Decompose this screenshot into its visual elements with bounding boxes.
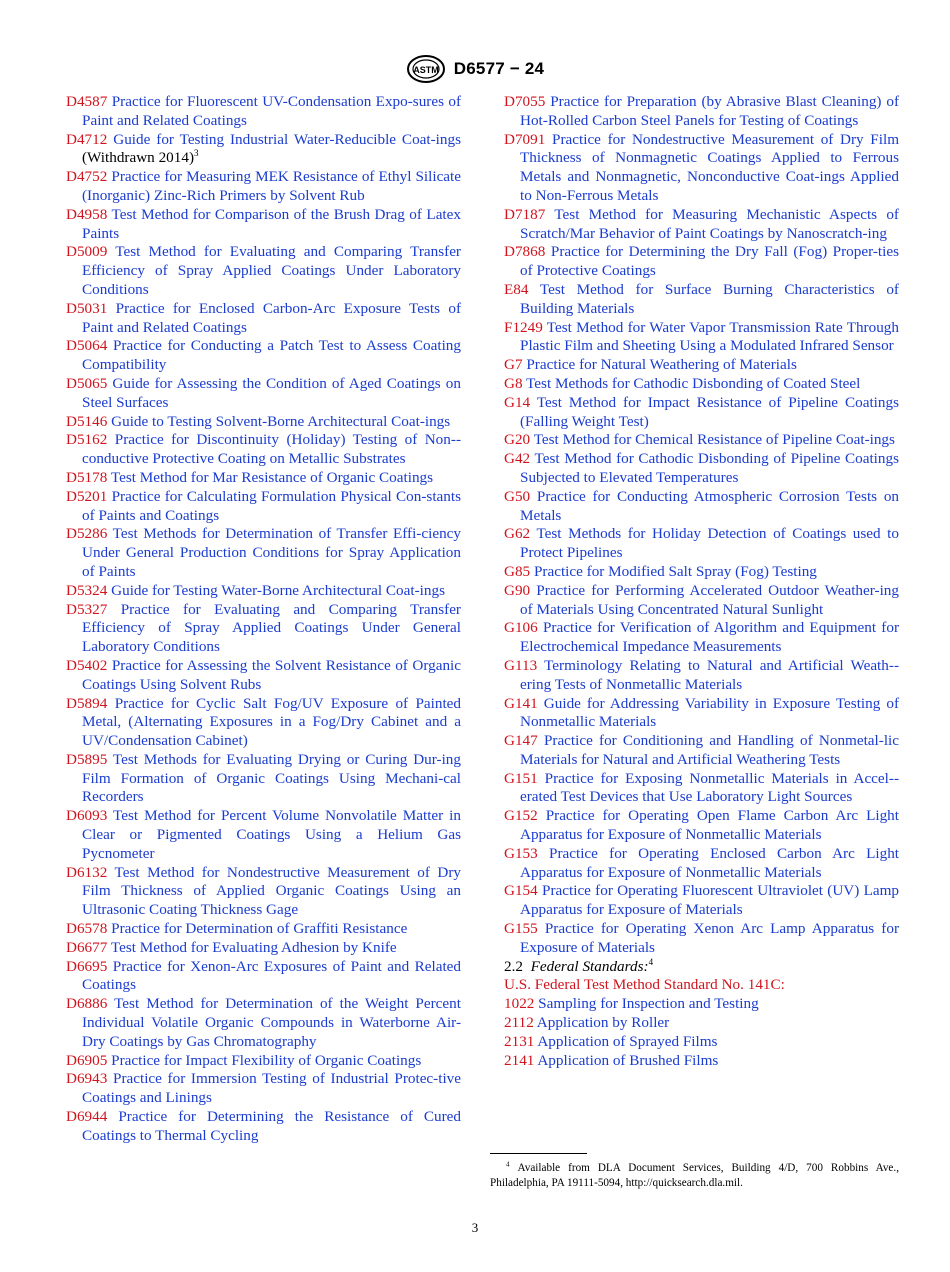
reference-entry bbox=[504, 1014, 899, 1033]
reference-code[interactable]: F1249 bbox=[504, 318, 543, 336]
footnote-ref: 3 bbox=[194, 148, 199, 159]
reference-entry bbox=[504, 243, 899, 281]
reference-code[interactable]: D5895 bbox=[66, 750, 108, 768]
reference-entry bbox=[66, 995, 461, 1051]
reference-entry bbox=[504, 131, 899, 206]
reference-entry bbox=[504, 1052, 899, 1071]
reference-code[interactable]: D5324 bbox=[66, 581, 108, 599]
reference-entry bbox=[504, 695, 899, 733]
reference-entry bbox=[66, 375, 461, 413]
reference-title[interactable]: Practice for Conducting Atmospheric Corrosion Tests on Metals bbox=[520, 487, 900, 524]
reference-title[interactable]: Practice for Calculating Formulation Physical Con-stants of Paints and Coatings bbox=[82, 487, 461, 524]
reference-title[interactable]: Practice for Exposing Nonmetallic Materials in Accel-erated Test Devices that Use Laboratory Light Sources bbox=[520, 769, 900, 806]
reference-entry bbox=[66, 131, 461, 169]
reference-entry bbox=[504, 619, 899, 657]
reference-code[interactable]: G62 bbox=[504, 525, 531, 543]
reference-entry bbox=[504, 582, 899, 620]
reference-entry bbox=[66, 751, 461, 807]
reference-title[interactable]: Application of Brushed Films bbox=[537, 1051, 719, 1069]
reference-code[interactable]: D5178 bbox=[66, 468, 108, 486]
reference-title[interactable]: Guide to Testing Solvent-Borne Architectural Coat-ings bbox=[111, 412, 451, 430]
reference-title[interactable]: Practice for Determining the Resistance of Cured Coatings to Thermal Cycling bbox=[82, 1108, 461, 1144]
reference-title[interactable]: Sampling for Inspection and Testing bbox=[538, 995, 759, 1013]
reference-title[interactable]: Test Method for Impact Resistance of Pipeline Coatings (Falling Weight Test) bbox=[520, 393, 899, 430]
reference-title[interactable]: Practice for Verification of Algorithm and Equipment for Electrochemical Impedance Measurements bbox=[520, 619, 900, 656]
reference-entry bbox=[504, 431, 899, 450]
reference-code[interactable]: G153 bbox=[504, 844, 538, 862]
reference-title[interactable]: Test Method for Cathodic Disbonding of Pipeline Coatings Subjected to Elevated Temperatures bbox=[520, 450, 899, 486]
reference-code[interactable]: D5065 bbox=[66, 374, 108, 392]
reference-title[interactable]: Practice for Xenon-Arc Exposures of Paint and Related Coatings bbox=[82, 957, 462, 994]
reference-entry bbox=[504, 1033, 899, 1052]
reference-title[interactable]: Test Method for Surface Burning Characteristics of Building Materials bbox=[520, 280, 899, 317]
right-column bbox=[504, 93, 899, 1070]
reference-code[interactable]: G151 bbox=[504, 769, 538, 787]
reference-title[interactable]: Practice for Operating Xenon Arc Lamp Apparatus for Exposure of Materials bbox=[520, 920, 900, 956]
reference-entry bbox=[504, 807, 899, 845]
reference-entry bbox=[504, 93, 899, 131]
reference-code[interactable]: D5286 bbox=[66, 525, 108, 543]
reference-title[interactable]: Practice for Preparation (by Abrasive Blast Cleaning) of Hot-Rolled Carbon Steel Panels for Testing of Coatings bbox=[520, 93, 900, 129]
reference-code[interactable]: D7868 bbox=[504, 243, 546, 261]
reference-title[interactable]: Test Method for Percent Volume Nonvolatile Matter in Clear or Pigmented Coatings Using a Helium Gas Pycnometer bbox=[82, 807, 461, 862]
reference-code[interactable]: G14 bbox=[504, 393, 531, 411]
reference-code[interactable]: D4712 bbox=[66, 130, 108, 148]
reference-code[interactable]: 2112 bbox=[504, 1014, 534, 1032]
reference-entry bbox=[66, 525, 461, 581]
reference-code[interactable]: D6886 bbox=[66, 995, 108, 1013]
reference-code[interactable]: G147 bbox=[504, 732, 538, 750]
federal-standard-heading[interactable]: U.S. Federal Test Method Standard No. 141C: bbox=[504, 976, 785, 994]
reference-entry bbox=[66, 431, 461, 469]
reference-entry bbox=[504, 394, 899, 432]
reference-entry bbox=[66, 300, 461, 338]
reference-title[interactable]: Test Method for Water Vapor Transmission Rate Through Plastic Film and Sheeting Using a Modulated Infrared Sensor bbox=[520, 318, 899, 355]
reference-title[interactable]: Practice for Performing Accelerated Outdoor Weather-ing of Materials Using Concentrated Natural Sunlight bbox=[520, 581, 899, 618]
reference-code[interactable]: D5064 bbox=[66, 337, 108, 355]
reference-title[interactable]: Test Method for Determination of the Weight Percent Individual Volatile Organic Compounds in Waterborne Air-Dry Coatings by Gas Chromatography bbox=[82, 995, 461, 1050]
reference-code[interactable]: G152 bbox=[504, 807, 538, 825]
reference-entry bbox=[504, 563, 899, 582]
reference-title[interactable]: Practice for Operating Enclosed Carbon Arc Light Apparatus for Exposure of Nonmetallic Materials bbox=[520, 844, 900, 881]
reference-title[interactable]: Test Method for Evaluating and Comparing Transfer Efficiency of Spray Applied Coatings Under Laboratory Conditions bbox=[82, 243, 461, 298]
reference-title[interactable]: Practice for Immersion Testing of Industrial Protec-tive Coatings and Linings bbox=[82, 1070, 462, 1107]
reference-code[interactable]: 2131 bbox=[504, 1032, 535, 1050]
reference-code[interactable]: D6093 bbox=[66, 807, 108, 825]
svg-text:ASTM: ASTM bbox=[413, 65, 439, 75]
reference-title[interactable]: Test Methods for Determination of Transfer Effi-ciency Under General Production Conditions for Spray Application of Paints bbox=[82, 525, 461, 580]
reference-code[interactable]: D7055 bbox=[504, 93, 546, 110]
reference-code[interactable]: G141 bbox=[504, 694, 538, 712]
reference-title[interactable]: Practice for Conditioning and Handling of Nonmetal-lic Materials for Natural and Artificial Weathering Tests bbox=[520, 732, 900, 768]
reference-code[interactable]: G155 bbox=[504, 920, 538, 938]
reference-title[interactable]: Test Method for Mar Resistance of Organic Coatings bbox=[110, 468, 434, 486]
reference-entry bbox=[504, 882, 899, 920]
reference-entry bbox=[66, 864, 461, 920]
reference-title[interactable]: Test Methods for Holiday Detection of Coatings used to Protect Pipelines bbox=[520, 525, 899, 562]
reference-title[interactable]: Terminology Relating to Natural and Artificial Weath-ering Tests of Nonmetallic Materials bbox=[520, 656, 899, 693]
reference-title[interactable]: Practice for Enclosed Carbon-Arc Exposure Tests of Paint and Related Coatings bbox=[82, 299, 462, 336]
reference-entry bbox=[66, 469, 461, 488]
reference-title[interactable]: Test Method for Evaluating Adhesion by Knife bbox=[110, 938, 397, 956]
reference-code[interactable]: D4752 bbox=[66, 168, 108, 186]
reference-entry bbox=[504, 770, 899, 808]
reference-entry bbox=[504, 525, 899, 563]
section-number: 2.2 bbox=[504, 957, 523, 975]
reference-title[interactable]: Test Method for Chemical Resistance of Pipeline Coat-ings bbox=[533, 431, 895, 449]
reference-code[interactable]: E84 bbox=[504, 280, 529, 298]
reference-entry bbox=[66, 958, 461, 996]
reference-title[interactable]: Practice for Modified Salt Spray (Fog) Testing bbox=[533, 562, 817, 580]
reference-title[interactable]: Test Method for Measuring Mechanistic Aspects of Scratch/Mar Behavior of Paint Coatings by Nanoscratch-ing bbox=[520, 205, 899, 242]
reference-code[interactable]: D6943 bbox=[66, 1070, 108, 1088]
reference-code[interactable]: D5201 bbox=[66, 487, 108, 505]
reference-entry bbox=[66, 337, 461, 375]
footnote-ref: 4 bbox=[648, 956, 654, 967]
reference-entry bbox=[504, 488, 899, 526]
reference-entry bbox=[504, 995, 899, 1014]
reference-code[interactable]: D5327 bbox=[66, 600, 108, 618]
reference-entry bbox=[66, 695, 461, 751]
reference-entry bbox=[66, 413, 461, 432]
reference-code[interactable]: D5162 bbox=[66, 431, 108, 449]
reference-title[interactable]: Application of Sprayed Films bbox=[537, 1032, 718, 1050]
reference-title[interactable]: Practice for Operating Open Flame Carbon Arc Light Apparatus for Exposure of Nonmetallic Materials bbox=[520, 807, 899, 844]
reference-entry bbox=[66, 939, 461, 958]
reference-code[interactable]: D5146 bbox=[66, 412, 108, 430]
reference-title[interactable]: Practice for Evaluating and Comparing Transfer Efficiency of Spray Applied Coatings Under General Laboratory Conditions bbox=[82, 600, 461, 656]
reference-entry bbox=[66, 1108, 461, 1146]
reference-title[interactable]: Test Method for Nondestructive Measurement of Dry Film Thickness of Applied Organic Coatings Using an Ultrasonic Coating Thickness Gage bbox=[82, 863, 461, 919]
reference-title[interactable]: Practice for Discontinuity (Holiday) Testing of Non-conductive Protective Coating on Metallic Substrates bbox=[82, 431, 461, 468]
section-title: Federal Standards: bbox=[530, 957, 649, 975]
reference-entry bbox=[504, 281, 899, 319]
footnote-marker: 4 bbox=[506, 1160, 510, 1169]
reference-entry bbox=[66, 920, 461, 939]
reference-code[interactable]: G20 bbox=[504, 431, 531, 449]
reference-title[interactable]: Practice for Impact Flexibility of Organic Coatings bbox=[111, 1051, 422, 1069]
reference-entry bbox=[66, 488, 461, 526]
reference-code[interactable]: D6132 bbox=[66, 863, 108, 881]
reference-title[interactable]: Guide for Addressing Variability in Exposure Testing of Nonmetallic Materials bbox=[520, 694, 900, 731]
reference-title[interactable]: Practice for Determination of Graffiti Resistance bbox=[111, 920, 408, 938]
reference-code[interactable]: D4958 bbox=[66, 205, 108, 223]
page-number: 3 bbox=[471, 1220, 479, 1235]
reference-code[interactable]: G8 bbox=[504, 374, 523, 392]
reference-code[interactable]: G113 bbox=[504, 656, 538, 674]
reference-entry bbox=[66, 1070, 461, 1108]
reference-title[interactable]: Practice for Assessing the Solvent Resistance of Organic Coatings Using Solvent Rubs bbox=[82, 656, 461, 693]
reference-entry bbox=[504, 206, 899, 244]
astm-logo-icon bbox=[406, 55, 446, 83]
reference-title[interactable]: Practice for Fluorescent UV-Condensation Expo-sures of Paint and Related Coatings bbox=[82, 93, 462, 129]
reference-title[interactable]: Practice for Measuring MEK Resistance of Ethyl Silicate (Inorganic) Zinc-Rich Primers by Solvent Rub bbox=[82, 168, 462, 204]
reference-title[interactable]: Guide for Assessing the Condition of Aged Coatings on Steel Surfaces bbox=[82, 374, 461, 411]
reference-entry bbox=[66, 206, 461, 244]
reference-title[interactable]: Test Method for Comparison of the Brush Drag of Latex Paints bbox=[82, 205, 461, 242]
reference-title[interactable]: Practice for Cyclic Salt Fog/UV Exposure of Painted Metal, (Alternating Exposures in a Fog/Dry Cabinet and a UV/Condensation Cabinet) bbox=[82, 694, 461, 750]
section-heading bbox=[504, 958, 899, 977]
left-column bbox=[66, 93, 461, 1146]
reference-title[interactable]: Practice for Determining the Dry Fall (Fog) Proper-ties of Protective Coatings bbox=[520, 243, 900, 280]
reference-entry bbox=[504, 356, 899, 375]
reference-code[interactable]: D5894 bbox=[66, 694, 108, 712]
reference-entry bbox=[504, 319, 899, 357]
reference-code[interactable]: D5009 bbox=[66, 243, 108, 261]
reference-entry bbox=[66, 807, 461, 863]
reference-title[interactable]: Practice for Natural Weathering of Materials bbox=[526, 356, 797, 374]
reference-entry bbox=[504, 657, 899, 695]
reference-title[interactable]: Guide for Testing Industrial Water-Reducible Coat-ings bbox=[113, 130, 461, 148]
document-id: D6577 − 24 bbox=[453, 59, 545, 78]
reference-entry bbox=[66, 1052, 461, 1071]
reference-title[interactable]: Guide for Testing Water-Borne Architectural Coat-ings bbox=[111, 581, 445, 599]
reference-code[interactable]: G90 bbox=[504, 581, 531, 599]
reference-code[interactable]: G42 bbox=[504, 450, 531, 468]
reference-entry bbox=[504, 450, 899, 488]
withdrawn-note: (Withdrawn 2014) bbox=[82, 149, 194, 167]
reference-code[interactable]: D5402 bbox=[66, 656, 108, 674]
reference-code[interactable]: G85 bbox=[504, 562, 531, 580]
footnote-text: Available from DLA Document Services, Building 4/D, 700 Robbins Ave., Philadelphia, PA 19111-5094, http://quicksearch.dla.mil. bbox=[490, 1162, 899, 1189]
reference-code[interactable]: D7091 bbox=[504, 130, 546, 148]
reference-code[interactable]: D6578 bbox=[66, 920, 108, 938]
reference-title[interactable]: Test Methods for Evaluating Drying or Curing Dur-ing Film Formation of Organic Coatings Using Mechani-cal Recorders bbox=[82, 750, 461, 806]
reference-entry bbox=[66, 582, 461, 601]
reference-entry bbox=[66, 243, 461, 299]
reference-code[interactable]: D5031 bbox=[66, 299, 108, 317]
reference-code[interactable]: 2141 bbox=[504, 1051, 535, 1069]
reference-entry bbox=[504, 375, 899, 394]
reference-code[interactable]: D7187 bbox=[504, 205, 546, 223]
reference-code[interactable]: D4587 bbox=[66, 93, 108, 110]
reference-title[interactable]: Test Methods for Cathodic Disbonding of Coated Steel bbox=[526, 374, 861, 392]
reference-title[interactable]: Practice for Conducting a Patch Test to Assess Coating Compatibility bbox=[82, 337, 461, 374]
reference-code[interactable]: D6905 bbox=[66, 1051, 108, 1069]
reference-entry bbox=[66, 168, 461, 206]
reference-entry bbox=[504, 920, 899, 958]
reference-code[interactable]: G154 bbox=[504, 882, 538, 900]
reference-code[interactable]: G106 bbox=[504, 619, 538, 637]
reference-entry bbox=[504, 732, 899, 770]
reference-code[interactable]: D6695 bbox=[66, 957, 108, 975]
reference-title[interactable]: Practice for Nondestructive Measurement of Dry Film Thickness of Nonmagnetic Coatings Applied to Ferrous Metals and Nonmagnetic, Nonconductive Coat-ings Applied to Non-Ferrous Metals bbox=[520, 130, 900, 204]
reference-title[interactable]: Application by Roller bbox=[536, 1014, 670, 1032]
reference-entry bbox=[66, 601, 461, 657]
footnote-divider bbox=[490, 1153, 587, 1154]
reference-entry bbox=[66, 657, 461, 695]
reference-code[interactable]: G7 bbox=[504, 356, 523, 374]
reference-entry bbox=[66, 93, 461, 131]
page-header bbox=[0, 54, 950, 84]
footnote bbox=[490, 1161, 899, 1191]
reference-code[interactable]: 1022 bbox=[504, 995, 535, 1013]
reference-title[interactable]: Practice for Operating Fluorescent Ultraviolet (UV) Lamp Apparatus for Exposure of Materials bbox=[520, 882, 899, 919]
reference-code[interactable]: G50 bbox=[504, 487, 531, 505]
reference-code[interactable]: D6677 bbox=[66, 938, 108, 956]
reference-entry bbox=[504, 845, 899, 883]
reference-code[interactable]: D6944 bbox=[66, 1108, 108, 1126]
